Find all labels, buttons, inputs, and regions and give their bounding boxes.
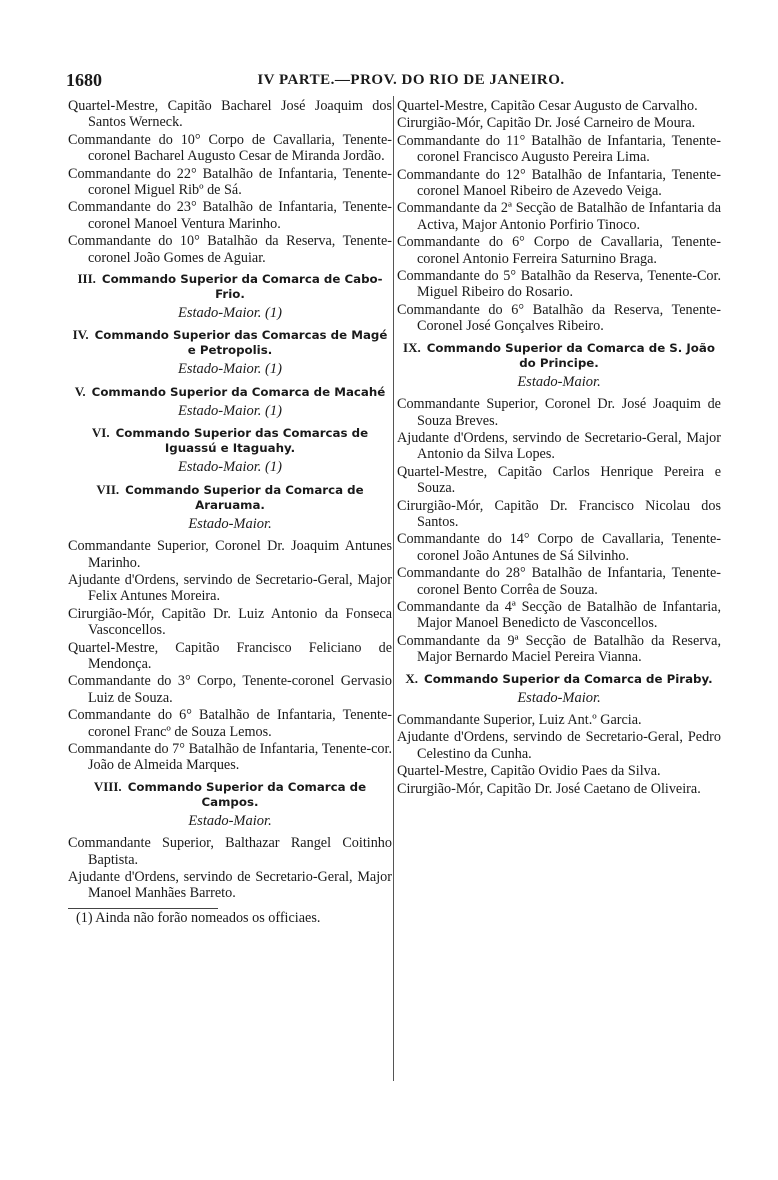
section-heading <box>68 327 392 358</box>
section-heading <box>397 340 721 371</box>
footnote: (1) Ainda não forão nomeados os officiaes. <box>76 909 321 926</box>
section-heading <box>68 779 392 810</box>
section-number: V. <box>74 383 86 399</box>
right-column <box>397 98 721 798</box>
list-entry: Ajudante d'Ordens, servindo de Secretario-Geral, Major Felix Antunes Moreira. <box>68 571 392 605</box>
list-entry: Commandante do 6° Corpo de Cavallaria, Tenente-coronel Antonio Ferreira Saturnino Braga. <box>397 234 721 267</box>
list-entry: Cirurgião-Mór, Capitão Dr. José Caetano de Oliveira. <box>397 780 701 797</box>
list-entry: Commandante do 12° Batalhão de Infantaria, Tenente-coronel Manoel Ribeiro de Azevedo Veiga. <box>397 166 721 200</box>
subsection-heading: Estado-Maior. <box>517 373 601 390</box>
section-heading <box>397 671 721 687</box>
list-entry: Cirurgião-Mór, Capitão Dr. José Carneiro de Moura. <box>397 115 696 132</box>
subsection-heading: Estado-Maior. (1) <box>178 459 282 476</box>
list-entry: Commandante do 28° Batalhão de Infantaria, Tenente-coronel Bento Corrêa de Souza. <box>397 565 721 598</box>
list-entry: Commandante do 11° Batalhão de Infantaria, Tenente-coronel Francisco Augusto Pereira Lima. <box>397 132 721 166</box>
section-number: III. <box>77 271 96 287</box>
list-entry: Ajudante d'Ordens, servindo de Secretario-Geral, Major Manoel Manhães Barreto. <box>68 869 392 902</box>
section-number: X. <box>405 670 419 686</box>
subsection-heading: Estado-Maior. <box>188 515 272 532</box>
list-entry: Ajudante d'Ordens, servindo de Secretario-Geral, Major Antonio da Silva Lopes. <box>397 429 721 463</box>
list-entry: Commandante do 10° Corpo de Cavallaria, Tenente-coronel Bacharel Augusto Cesar de Miranda Jordão. <box>68 131 392 165</box>
section-title: Commando Superior das Comarcas de Magé e Petropolis. <box>94 328 388 358</box>
left-column <box>68 98 392 926</box>
section-number: IV. <box>72 327 89 343</box>
subsection-heading: Estado-Maior. (1) <box>178 402 282 419</box>
section-heading <box>68 271 392 302</box>
list-entry: Quartel-Mestre, Capitão Cesar Augusto de Carvalho. <box>397 98 698 114</box>
list-entry: Commandante do 7° Batalhão de Infantaria, Tenente-cor. João de Almeida Marques. <box>68 740 392 774</box>
list-entry: Commandante do 23° Batalhão de Infantaria, Tenente-coronel Manoel Ventura Marinho. <box>68 199 392 232</box>
list-entry: Quartel-Mestre, Capitão Ovidio Paes da Silva. <box>397 763 661 780</box>
list-entry: Commandante do 6° Batalhão de Infantaria, Tenente-coronel Francº de Souza Lemos. <box>68 707 392 740</box>
section-heading <box>68 384 392 400</box>
column-divider <box>393 96 394 1081</box>
list-entry: Ajudante d'Ordens, servindo de Secretario-Geral, Pedro Celestino da Cunha. <box>397 729 721 762</box>
page-number: 1680 <box>66 70 102 90</box>
subsection-heading: Estado-Maior. <box>188 812 272 829</box>
section-heading <box>68 425 392 456</box>
list-entry: Commandante Superior, Coronel Dr. José Joaquim de Souza Breves. <box>397 396 721 429</box>
list-entry: Commandante do 22° Batalhão de Infantaria, Tenente-coronel Miguel Ribº de Sá. <box>68 165 392 199</box>
list-entry: Quartel-Mestre, Capitão Bacharel José Joaquim dos Santos Werneck. <box>68 98 392 131</box>
list-entry: Commandante do 3° Corpo, Tenente-coronel Gervasio Luiz de Souza. <box>68 673 392 706</box>
list-entry: Quartel-Mestre, Capitão Carlos Henrique Pereira e Souza. <box>397 463 721 497</box>
section-title: Commando Superior da Comarca de S. João do Principe. <box>426 340 715 370</box>
list-entry: Commandante Superior, Balthazar Rangel Coitinho Baptista. <box>68 835 392 868</box>
list-entry: Commandante da 9ª Secção de Batalhão da Reserva, Major Bernardo Maciel Pereira Vianna. <box>397 632 721 666</box>
section-title: Commando Superior da Comarca de Piraby. <box>424 671 713 686</box>
section-title: Commando Superior da Comarca de Macahé <box>91 384 386 399</box>
section-number: IX. <box>403 339 421 355</box>
list-entry: Commandante da 4ª Secção de Batalhão de Infantaria, Major Manoel Benedicto de Vasconcellos. <box>397 598 721 632</box>
subsection-heading: Estado-Maior. (1) <box>178 361 282 378</box>
list-entry: Commandante Superior, Luiz Ant.º Garcia. <box>397 712 642 728</box>
list-entry: Commandante do 6° Batalhão da Reserva, Tenente-Coronel José Gonçalves Ribeiro. <box>397 301 721 335</box>
list-entry: Commandante do 14° Corpo de Cavallaria, Tenente-coronel João Antunes de Sá Silvinho. <box>397 531 721 564</box>
section-title: Commando Superior das Comarcas de Iguassú e Itaguahy. <box>115 426 369 456</box>
page-header <box>66 70 726 94</box>
list-entry: Commandante Superior, Coronel Dr. Joaquim Antunes Marinho. <box>68 538 392 571</box>
subsection-heading: Estado-Maior. (1) <box>178 305 282 322</box>
running-title: IV PARTE.—PROV. DO RIO DE JANEIRO. <box>257 72 565 88</box>
section-number: VI. <box>91 425 110 441</box>
list-entry: Commandante do 10° Batalhão da Reserva, Tenente-coronel João Gomes de Aguiar. <box>68 233 392 266</box>
section-title: Commando Superior da Comarca de Araruama. <box>125 482 364 512</box>
list-entry: Cirurgião-Mór, Capitão Dr. Francisco Nicolau dos Santos. <box>397 497 721 530</box>
list-entry: Commandante do 5° Batalhão da Reserva, Tenente-Cor. Miguel Ribeiro do Rosario. <box>397 268 721 301</box>
section-number: VIII. <box>93 778 122 794</box>
list-entry: Quartel-Mestre, Capitão Francisco Feliciano de Mendonça. <box>68 639 392 672</box>
section-number: VII. <box>96 481 120 497</box>
section-title: Commando Superior da Comarca de Campos. <box>127 779 367 809</box>
subsection-heading: Estado-Maior. <box>517 689 601 706</box>
list-entry: Cirurgião-Mór, Capitão Dr. Luiz Antonio da Fonseca Vasconcellos. <box>68 605 392 639</box>
section-title: Commando Superior da Comarca de Cabo-Frio. <box>101 272 383 302</box>
list-entry: Commandante da 2ª Secção de Batalhão de Infantaria da Activa, Major Antonio Porfirio Tinoco. <box>397 200 721 233</box>
section-heading <box>68 482 392 513</box>
